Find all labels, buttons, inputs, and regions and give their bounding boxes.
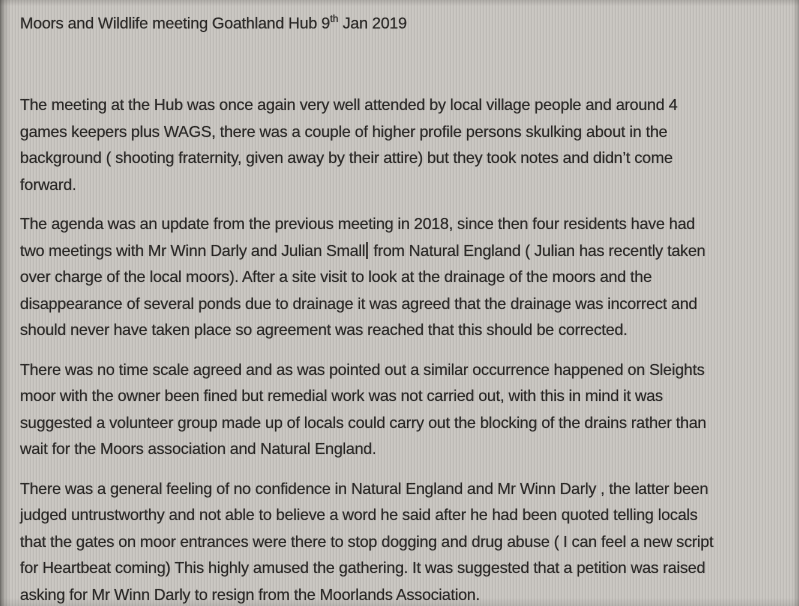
text-before-cursor: two meetings with Mr Winn Darly and Julian Small xyxy=(20,242,366,260)
text-line: should never have taken place so agreement was reached that this should be corrected. xyxy=(20,322,628,340)
text-line xyxy=(20,239,797,266)
title-text-suffix: Jan 2019 xyxy=(338,15,407,33)
text-line: moor with the owner been fined but remedial work was not carried out, with this in mind it was xyxy=(20,388,663,406)
text-line: asking for Mr Winn Darly to resign from the Moorlands Association. xyxy=(20,586,480,604)
text-line: that the gates on moor entrances were there to stop dogging and drug abuse ( I can feel a new script xyxy=(20,533,714,551)
text-line: forward. xyxy=(20,176,77,194)
document-body xyxy=(20,93,797,606)
text-line: The agenda was an update from the previous meeting in 2018, since then four residents have had xyxy=(20,216,695,234)
text-line: judged untrustworthy and not able to believe a word he said after he had been quoted telling locals xyxy=(20,507,698,525)
paragraph-4 xyxy=(20,477,797,606)
text-line: over charge of the local moors). After a site visit to look at the drainage of the moors and the xyxy=(20,269,652,287)
document-title xyxy=(20,7,797,37)
paragraph-1 xyxy=(20,93,797,199)
text-line: wait for the Moors association and Natural England. xyxy=(20,441,377,459)
text-line: games keepers plus WAGS, there was a couple of higher profile persons skulking about in the xyxy=(20,123,668,141)
text-line: The meeting at the Hub was once again very well attended by local village people and around 4 xyxy=(20,97,678,115)
text-line: for Heartbeat coming) This highly amused the gathering. It was suggested that a petition was raised xyxy=(20,560,706,578)
text-after-cursor: from Natural England ( Julian has recently taken xyxy=(369,242,706,260)
text-line: background ( shooting fraternity, given away by their attire) but they took notes and didn’t come xyxy=(20,150,673,168)
text-line: suggested a volunteer group made up of locals could carry out the blocking of the drains rather than xyxy=(20,414,707,432)
text-line: disappearance of several ponds due to drainage it was agreed that the drainage was incorrect and xyxy=(20,295,698,313)
title-superscript: th xyxy=(330,14,339,25)
paragraph-3 xyxy=(20,358,797,464)
paragraph-2 xyxy=(20,212,797,345)
text-cursor xyxy=(366,242,368,259)
text-line: There was no time scale agreed and as was pointed out a similar occurrence happened on Sleights xyxy=(20,361,705,379)
title-text: Moors and Wildlife meeting Goathland Hub 9 xyxy=(20,15,330,33)
text-line: There was a general feeling of no confidence in Natural England and Mr Winn Darly , the latter been xyxy=(20,480,709,498)
